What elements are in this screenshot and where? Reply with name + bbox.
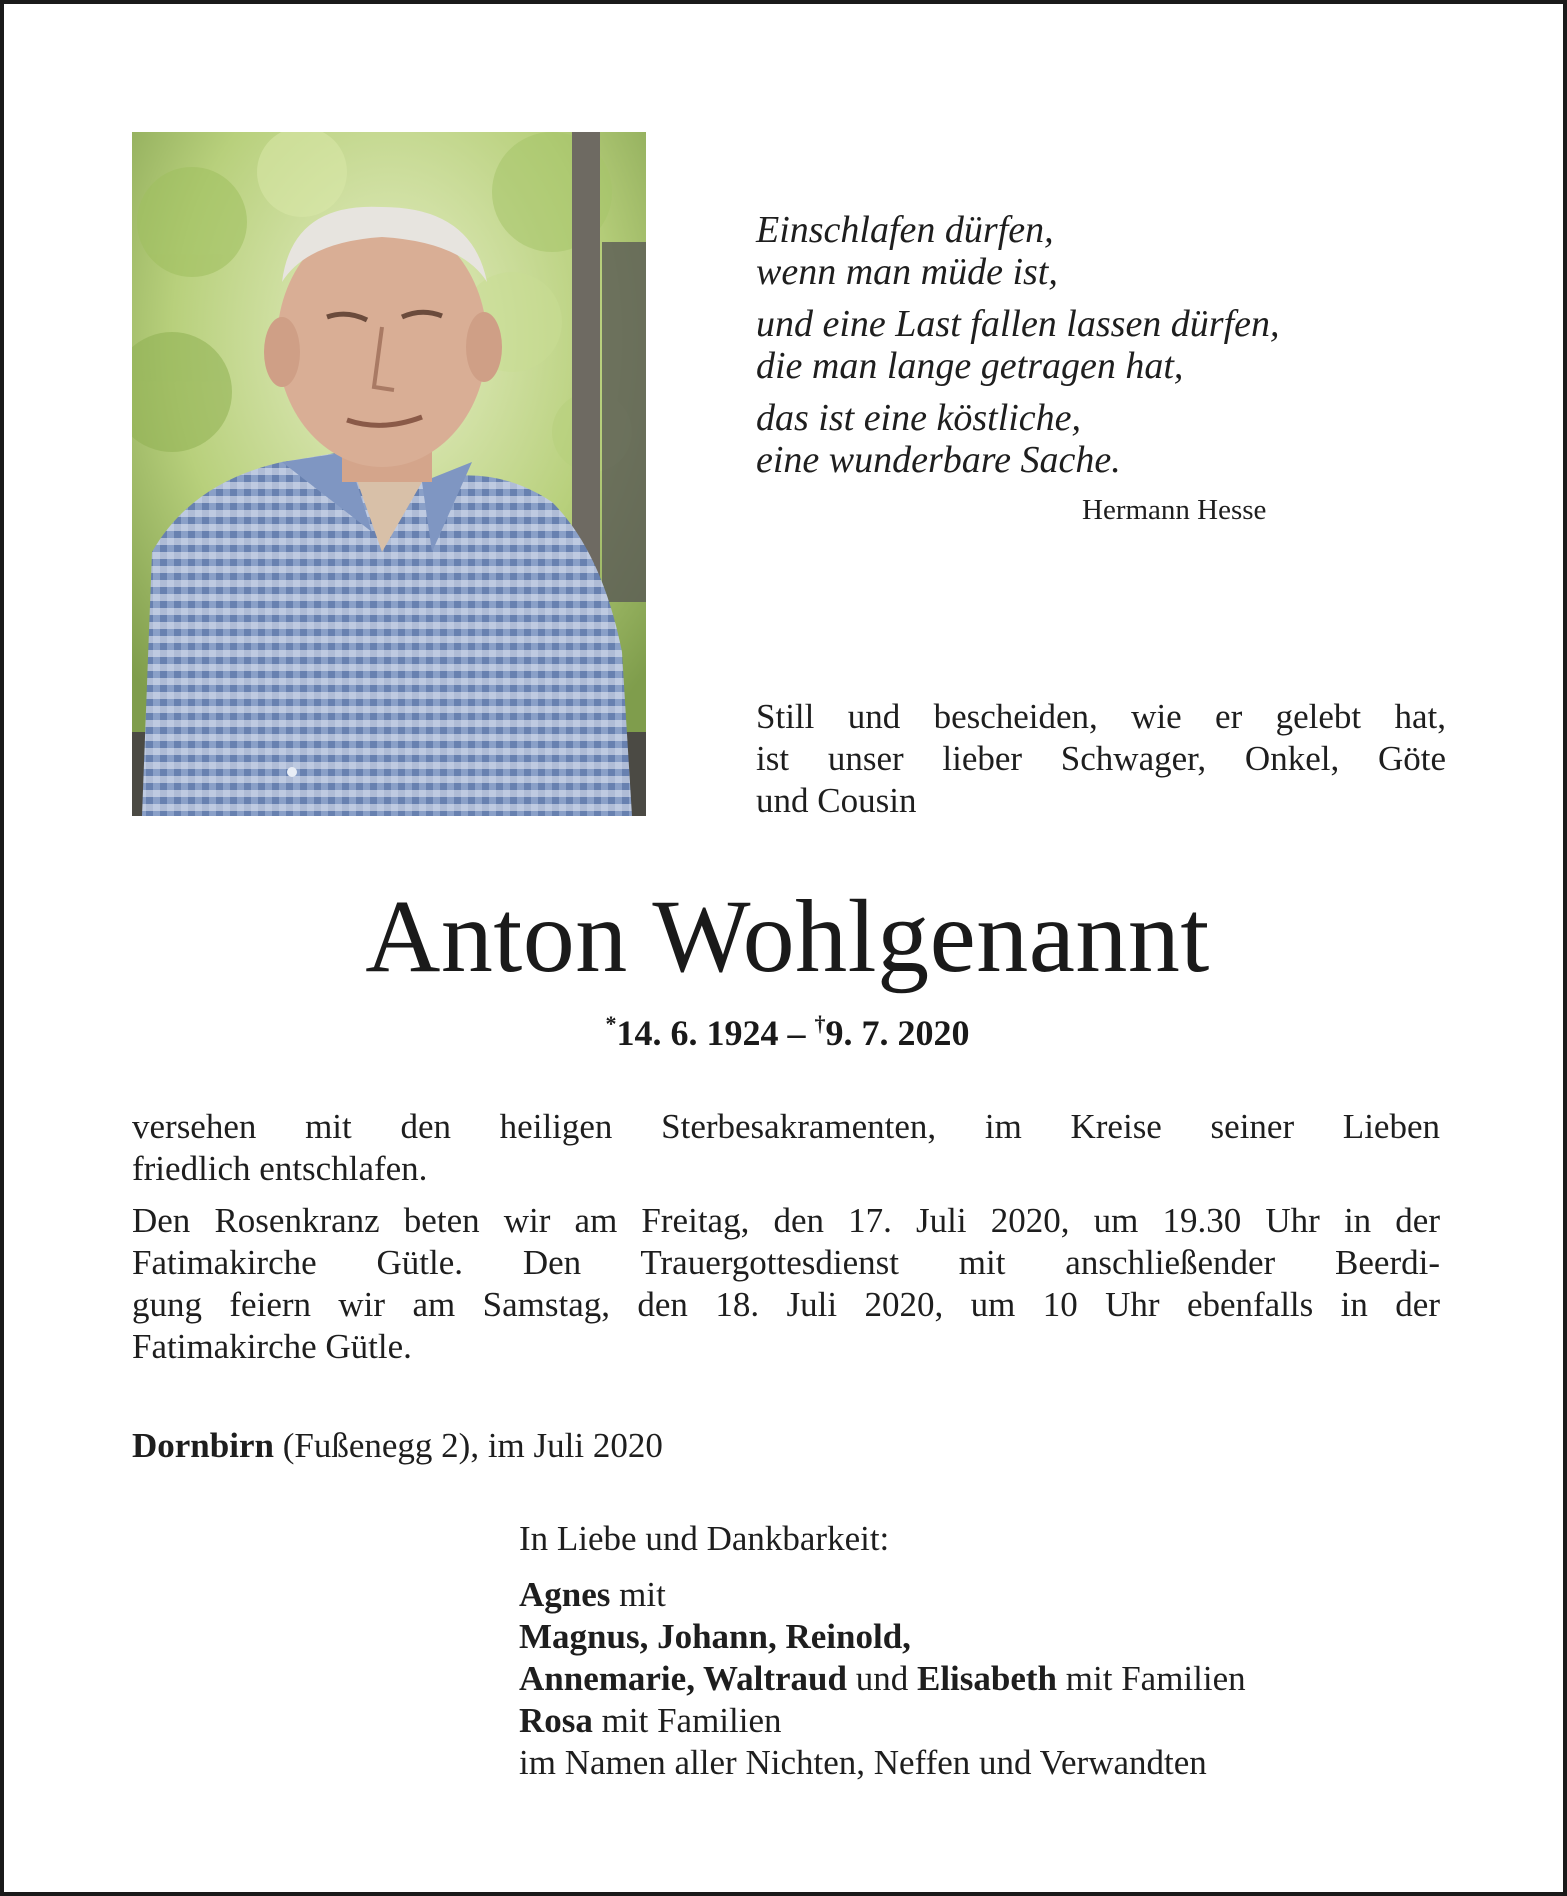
poem-line: und eine Last fallen lassen dürfen, <box>756 303 1280 345</box>
death-date: 9. 7. 2020 <box>825 1013 970 1053</box>
body-line: Den Rosenkranz beten wir am Freitag, den 17. Juli 2020, um 19.30 Uhr in der <box>132 1201 1440 1240</box>
mourner-name: Magnus, Johann, Reinold, <box>519 1617 911 1656</box>
sacraments-paragraph <box>132 1106 1440 1190</box>
poem-line: wenn man müde ist, <box>756 251 1058 293</box>
mourner-name: Elisabeth <box>916 1659 1058 1698</box>
mourner-row <box>519 1616 1419 1658</box>
death-symbol: † <box>814 1011 826 1036</box>
intro-line: Still und bescheiden, wie er gelebt hat, <box>756 697 1446 736</box>
body-line: Fatimakirche Gütle. <box>132 1327 412 1366</box>
portrait-photo <box>132 132 646 816</box>
mourner-name: Agnes <box>519 1575 611 1614</box>
birth-symbol: * <box>605 1011 617 1036</box>
connector-text: und <box>855 1659 909 1698</box>
poem-line: eine wunderbare Sache. <box>756 439 1121 481</box>
intro-line: ist unser lieber Schwager, Onkel, Göte <box>756 739 1446 778</box>
signature-heading: In Liebe und Dankbarkeit: <box>519 1519 890 1558</box>
body-line: gung feiern wir am Samstag, den 18. Juli 2020, um 10 Uhr ebenfalls in der <box>132 1285 1440 1324</box>
portrait-image <box>132 132 646 816</box>
mourner-row: im Namen aller Nichten, Neffen und Verwandten <box>519 1743 1207 1782</box>
connector-text: mit Familien <box>601 1701 782 1740</box>
city: Dornbirn <box>132 1426 274 1465</box>
service-paragraph <box>132 1200 1440 1368</box>
poem-line: das ist eine köstliche, <box>756 397 1082 439</box>
body-line: Fatimakirche Gütle. Den Trauergottesdienst mit anschließender Beerdi- <box>132 1243 1440 1282</box>
body-line: friedlich entschlafen. <box>132 1149 428 1188</box>
address-date: (Fußenegg 2), im Juli 2020 <box>282 1426 663 1465</box>
poem-quote <box>756 209 1356 491</box>
mourner-row <box>519 1574 1419 1616</box>
poem-line: die man lange getragen hat, <box>756 345 1184 387</box>
poem-stanza <box>756 397 1356 481</box>
poem-line: Einschlafen dürfen, <box>756 209 1054 251</box>
deceased-name: Anton Wohlgenannt <box>365 879 1210 994</box>
mourners-signature <box>519 1518 1419 1784</box>
mourner-row <box>519 1700 1419 1742</box>
poem-stanza <box>756 303 1356 387</box>
intro-text <box>756 696 1446 822</box>
body-line: versehen mit den heiligen Sterbesakramenten, im Kreise seiner Lieben <box>132 1107 1440 1146</box>
obituary-body <box>132 1106 1440 1378</box>
date-separator: – <box>778 1013 815 1053</box>
mourner-name: Annemarie, Waltraud <box>519 1659 847 1698</box>
birth-date: 14. 6. 1924 <box>616 1013 779 1053</box>
intro-line: und Cousin <box>756 781 917 820</box>
connector-text: mit Familien <box>1065 1659 1246 1698</box>
place-and-date <box>132 1425 663 1467</box>
mourner-row <box>519 1658 1419 1700</box>
poem-stanza <box>756 209 1356 293</box>
poem-author: Hermann Hesse <box>1082 494 1267 526</box>
connector-text: mit <box>619 1575 666 1614</box>
life-dates <box>4 1011 1567 1054</box>
mourner-name: Rosa <box>519 1701 593 1740</box>
